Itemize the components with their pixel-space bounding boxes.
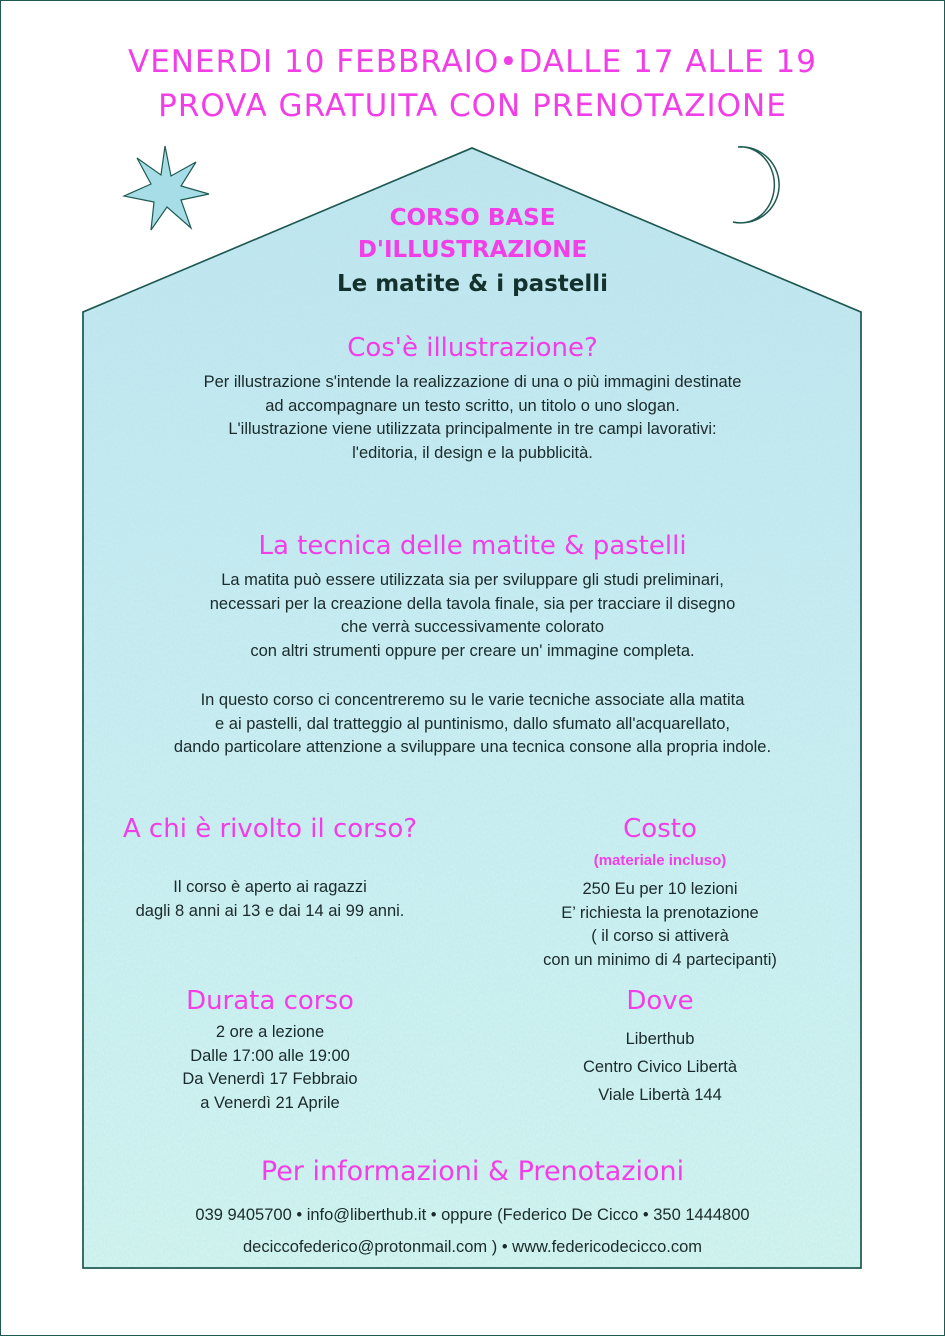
technique-title: La tecnica delle matite & pastelli bbox=[258, 531, 687, 561]
what-line: L'illustrazione viene utilizzata principalmente in tre campi lavorativi: bbox=[228, 420, 717, 438]
duration-line: a Venerdì 21 Aprile bbox=[200, 1093, 340, 1112]
course-title bbox=[0, 205, 945, 297]
audience-line: Il corso è aperto ai ragazzi bbox=[173, 878, 367, 896]
where-line: Liberthub bbox=[625, 1030, 695, 1048]
audience-text bbox=[80, 876, 460, 923]
course-title-line1: CORSO BASE bbox=[389, 205, 556, 231]
duration-line: Dalle 17:00 alle 19:00 bbox=[190, 1046, 350, 1065]
cost-title: Costo bbox=[623, 814, 697, 844]
course-title-line2: D'ILLUSTRAZIONE bbox=[357, 237, 588, 263]
cost-line: ( il corso si attiverà bbox=[591, 927, 729, 945]
cost-line: con un minimo di 4 partecipanti) bbox=[543, 950, 777, 969]
technique-line: con altri strumenti oppure per creare un' immagine completa. bbox=[250, 641, 695, 660]
cost-line: 250 Eu per 10 lezioni bbox=[582, 880, 738, 898]
duration-text bbox=[80, 1021, 460, 1115]
audience-line: dagli 8 anni ai 13 e dai 14 ai 99 anni. bbox=[135, 901, 405, 920]
duration-title: Durata corso bbox=[186, 986, 354, 1016]
cost-note: (materiale incluso) bbox=[593, 852, 727, 869]
what-line: ad accompagnare un testo scritto, un titolo o uno slogan. bbox=[265, 396, 680, 415]
technique-line: dando particolare attenzione a sviluppare una tecnica consone alla propria indole. bbox=[173, 738, 772, 756]
course-subtitle: Le matite & i pastelli bbox=[336, 271, 609, 297]
cost-text bbox=[470, 878, 850, 972]
what-line: l'editoria, il design e la pubblicità. bbox=[352, 443, 593, 462]
technique-line: necessari per la creazione della tavola finale, sia per tracciare il disegno bbox=[209, 594, 736, 613]
technique-line: La matita può essere utilizzata sia per sviluppare gli studi preliminari, bbox=[221, 571, 724, 589]
technique-line: In questo corso ci concentreremo su le varie tecniche associate alla matita bbox=[200, 691, 745, 709]
where-line: Viale Libertà 144 bbox=[598, 1086, 722, 1104]
info-title: Per informazioni & Prenotazioni bbox=[260, 1156, 685, 1187]
duration-line: 2 ore a lezione bbox=[215, 1023, 325, 1041]
event-date-header: VENERDI 10 FEBBRAIO•DALLE 17 ALLE 19 bbox=[128, 44, 817, 80]
technique-line: e ai pastelli, dal tratteggio al puntinismo, dallo sfumato all'acquarellato, bbox=[215, 714, 730, 733]
info-text bbox=[0, 1199, 945, 1263]
free-trial-header: PROVA GRATUITA CON PRENOTAZIONE bbox=[158, 88, 787, 124]
technique-text-1 bbox=[0, 569, 945, 663]
audience-title: A chi è rivolto il corso? bbox=[122, 814, 418, 844]
where-text bbox=[470, 1025, 850, 1109]
contact-line: deciccofederico@protonmail.com ) • www.federicodecicco.com bbox=[242, 1238, 703, 1256]
what-line: Per illustrazione s'intende la realizzazione di una o più immagini destinate bbox=[203, 373, 742, 391]
duration-line: Da Venerdì 17 Febbraio bbox=[182, 1070, 358, 1088]
where-title: Dove bbox=[626, 986, 694, 1016]
what-title: Cos'è illustrazione? bbox=[347, 333, 598, 363]
contact-line: 039 9405700 • info@liberthub.it • oppure (Federico De Cicco • 350 1444800 bbox=[195, 1206, 750, 1224]
technique-line: che verrà successivamente colorato bbox=[340, 618, 605, 636]
technique-text-2 bbox=[0, 689, 945, 760]
cost-line: E’ richiesta la prenotazione bbox=[561, 903, 759, 922]
where-line: Centro Civico Libertà bbox=[582, 1058, 738, 1076]
what-text bbox=[0, 371, 945, 465]
